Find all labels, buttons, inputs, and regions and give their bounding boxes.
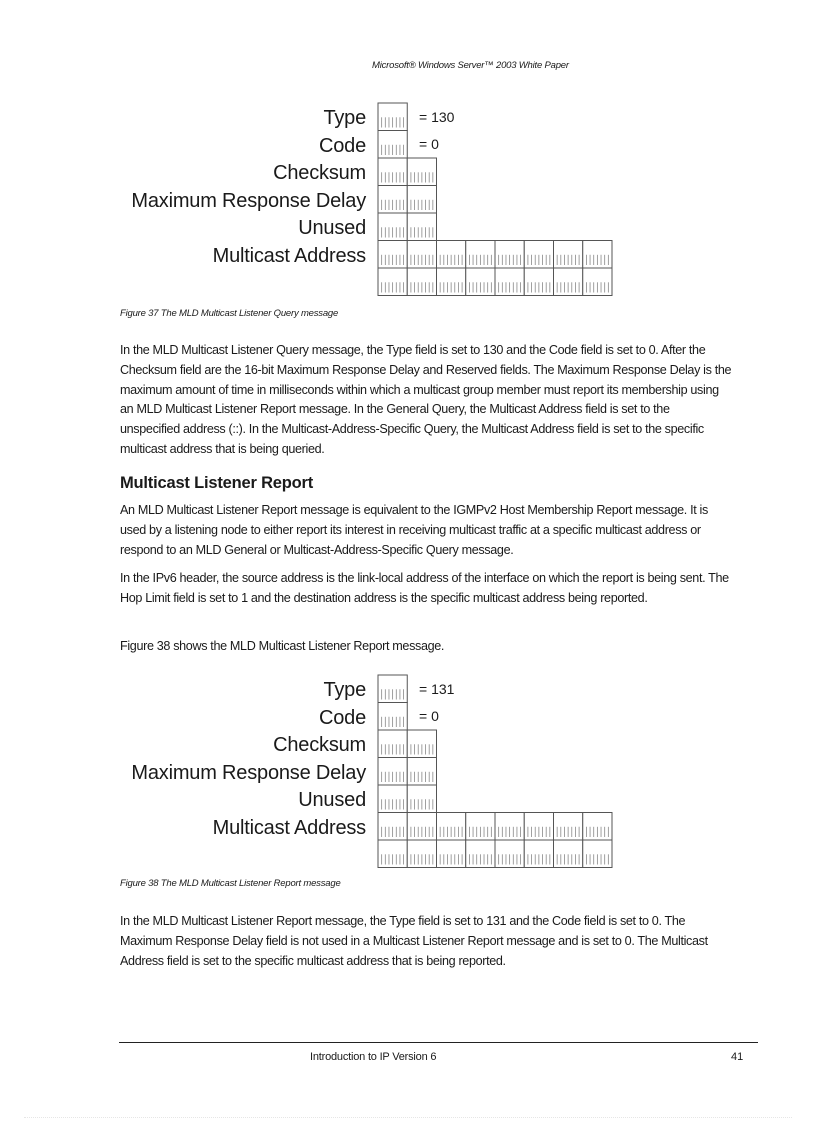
figure-37-diagram — [0, 100, 816, 300]
code-field-label: Code — [318, 707, 366, 729]
figure-38-caption: Figure 38 The MLD Multicast Listener Report message — [120, 878, 341, 889]
paragraph-report-intro: An MLD Multicast Listener Report message is equivalent to the IGMPv2 Host Membership Report message. It is used by a listening node to either report its interest in receiving multicast traffic at a specific multicast address or respond to an MLD General or Multicast-Address-Specific Query message. — [120, 503, 708, 557]
checksum-field-label: Checksum — [273, 162, 366, 184]
paragraph-query-description: In the MLD Multicast Listener Query message, the Type field is set to 130 and the Code field is set to 0. After the Checksum field are the 16-bit Maximum Response Delay and Reserved fields. The Maximum Response Delay is the maximum amount of time in milliseconds within which a multicast group member must report its membership using an MLD Multicast Listener Report message. In the General Query, the Multicast Address field is set to the unspecified address (::). In the Multicast-Address-Specific Query, the Multicast Address field is set to the specific multicast address that is being queried. — [120, 343, 732, 456]
unused-field-label: Unused — [298, 217, 366, 239]
page-header: Microsoft® Windows Server™ 2003 White Paper — [372, 60, 569, 71]
paragraph-ipv6-header: In the IPv6 header, the source address is the link-local address of the interface on which the report is being sent. The Hop Limit field is set to 1 and the destination address is the specific multicast address being reported. — [120, 571, 729, 605]
multicast-address-field-label: Multicast Address — [212, 817, 366, 839]
type-field-value: = 131 — [419, 681, 455, 697]
figure-37-caption: Figure 37 The MLD Multicast Listener Query message — [120, 308, 339, 319]
page-bottom-border — [24, 1117, 792, 1118]
type-field-value: = 130 — [419, 109, 455, 125]
unused-field-label: Unused — [298, 789, 366, 811]
max-response-delay-field-label: Maximum Response Delay — [131, 762, 366, 784]
figure-38-grid — [0, 672, 816, 872]
code-field-value: = 0 — [419, 708, 439, 724]
code-field-label: Code — [318, 135, 366, 157]
paragraph-figure-38-ref: Figure 38 shows the MLD Multicast Listener Report message. — [120, 639, 445, 653]
max-response-delay-field-label: Maximum Response Delay — [131, 190, 366, 212]
figure-38-diagram — [0, 672, 816, 872]
code-field-value: = 0 — [419, 136, 439, 152]
checksum-field-label: Checksum — [273, 734, 366, 756]
section-heading-report: Multicast Listener Report — [120, 474, 314, 492]
figure-37-grid — [0, 100, 816, 300]
multicast-address-field-label: Multicast Address — [212, 245, 366, 267]
paragraph-report-description: In the MLD Multicast Listener Report message, the Type field is set to 131 and the Code field is set to 0. The Maximum Response Delay field is not used in a Multicast Listener Report message and is set to 0. The Multicast Address field is set to the specific multicast address that is being reported. — [120, 914, 708, 968]
type-field-label: Type — [323, 679, 366, 701]
page-number: 41 — [731, 1051, 744, 1063]
footer-title: Introduction to IP Version 6 — [310, 1051, 437, 1063]
type-field-label: Type — [323, 107, 366, 129]
footer-divider — [119, 1042, 758, 1043]
